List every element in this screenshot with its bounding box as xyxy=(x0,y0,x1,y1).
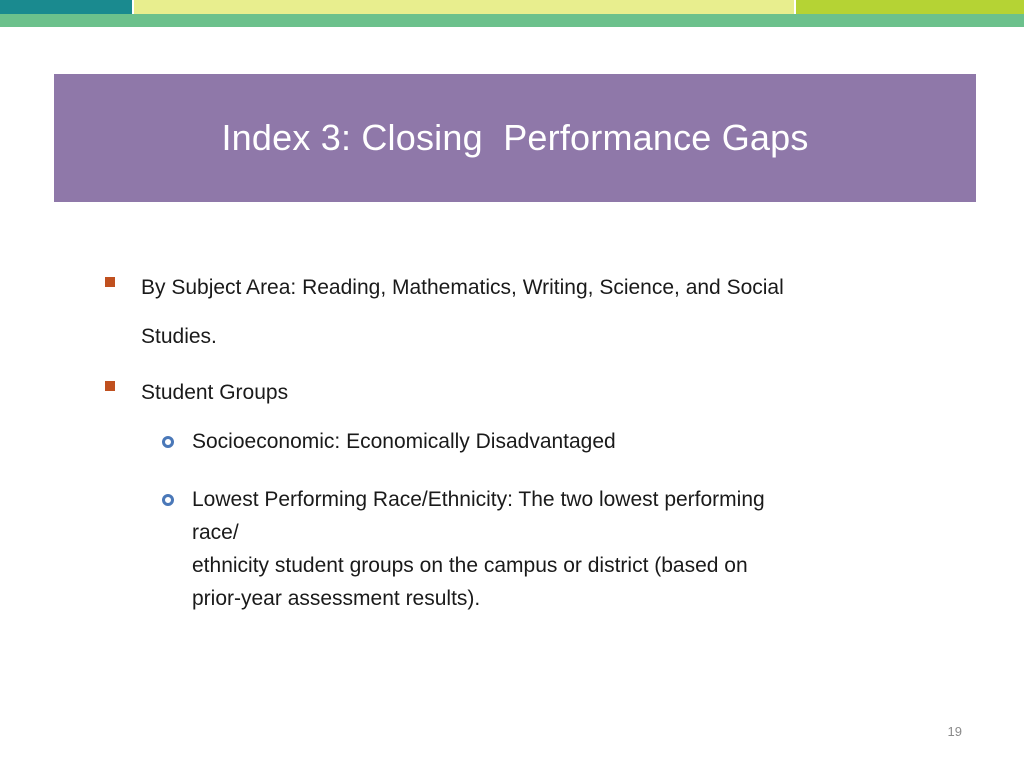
ring-bullet-icon xyxy=(162,494,174,506)
square-bullet-icon xyxy=(105,381,115,391)
bullet-1-line-2: Studies. xyxy=(141,325,217,348)
slide-title: Index 3: Closing Performance Gaps xyxy=(221,117,809,158)
bullet-2-line-1: Student Groups xyxy=(141,381,289,404)
page-number: 19 xyxy=(947,724,962,739)
sub-bullet-2-line-4: prior-year assessment results). xyxy=(192,587,481,610)
sub-bullet-2-line-1: Lowest Performing Race/Ethnicity: The two lowest performing xyxy=(192,488,765,511)
sub-bullet-2-line-2: race/ xyxy=(192,521,239,544)
ring-bullet-icon xyxy=(162,436,174,448)
bullet-1-line-1: By Subject Area: Reading, Mathematics, Writing, Science, and Social xyxy=(141,276,784,299)
square-bullet-icon xyxy=(105,277,115,287)
sub-bullet-2-line-3: ethnicity student groups on the campus or district (based on xyxy=(192,554,748,577)
sub-bullet-1-line-1: Socioeconomic: Economically Disadvantaged xyxy=(192,430,616,453)
